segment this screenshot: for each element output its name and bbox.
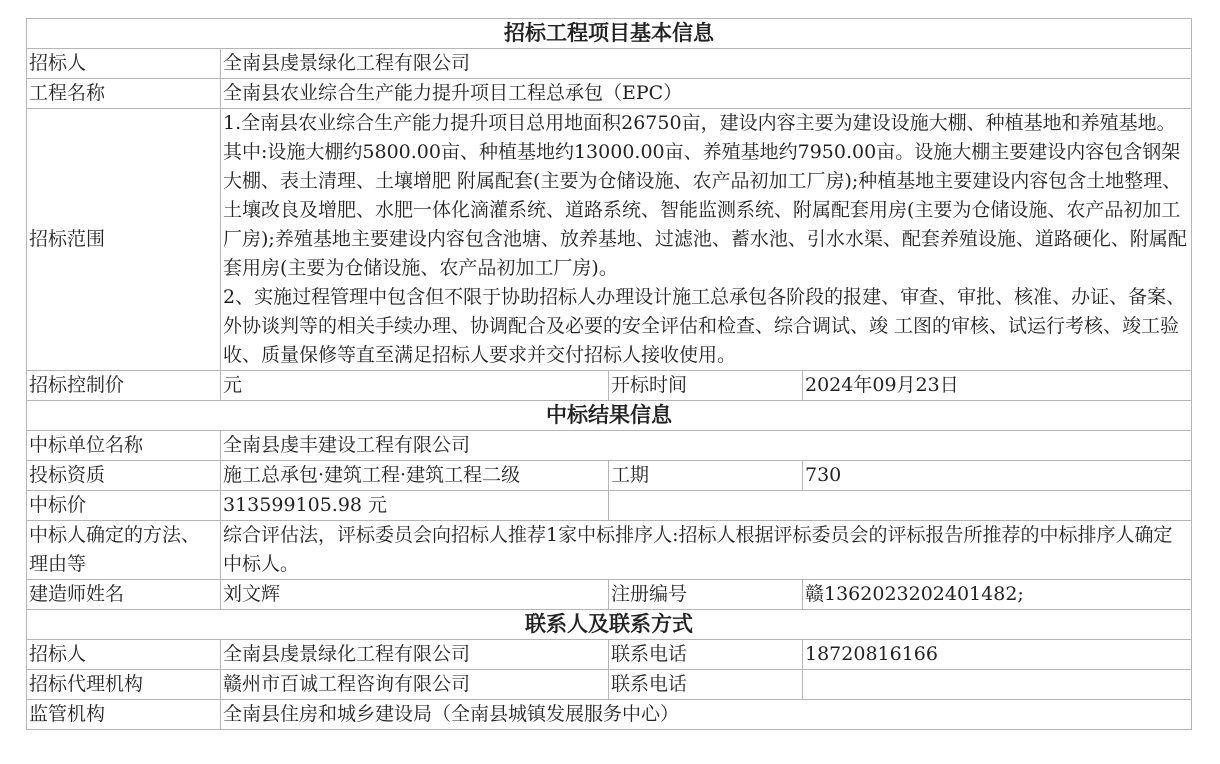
table-row xyxy=(27,521,1192,580)
table-row xyxy=(27,670,1192,700)
award-method-label: 中标人确定的方法、理由等 xyxy=(27,521,221,580)
registration-number-value: 赣1362023202401482; xyxy=(803,580,1192,610)
tenderer-label: 招标人 xyxy=(27,49,221,79)
award-method-value: 综合评估法，评标委员会向招标人推荐1家中标排序人:招标人根据评标委员会的评标报告所推荐的中标排序人确定中标人。 xyxy=(221,521,1192,580)
winner-label: 中标单位名称 xyxy=(27,431,221,461)
table-row xyxy=(27,461,1192,491)
contact-tenderer-label: 招标人 xyxy=(27,640,221,670)
winner-value: 全南县虔丰建设工程有限公司 xyxy=(221,431,1192,461)
empty-cell xyxy=(609,491,1192,521)
section-header-row xyxy=(27,401,1192,431)
builder-name-value: 刘文辉 xyxy=(221,580,609,610)
builder-name-label: 建造师姓名 xyxy=(27,580,221,610)
award-price-value: 313599105.98 元 xyxy=(221,491,609,521)
scope-paragraph-2: 2、实施过程管理中包含但不限于协助招标人办理设计施工总承包各阶段的报建、审查、审批、核准、办证、备案、外协谈判等的相关手续办理、协调配合及必要的安全评估和检查、综合调试、竣 工图的审核、试运行考核、竣工验收、质量保修等直至满足招标人要求并交付招标人接收使用。 xyxy=(223,286,1186,366)
table-row xyxy=(27,700,1192,730)
duration-value: 730 xyxy=(803,461,1192,491)
table-row xyxy=(27,431,1192,461)
contact-tenderer-value: 全南县虔景绿化工程有限公司 xyxy=(221,640,609,670)
project-name-label: 工程名称 xyxy=(27,79,221,109)
control-price-label: 招标控制价 xyxy=(27,371,221,401)
tender-info-table xyxy=(26,18,1192,730)
scope-paragraph-1: 1.全南县农业综合生产能力提升项目总用地面积26750亩，建设内容主要为建设设施大棚、种植基地和养殖基地。其中:设施大棚约5800.00亩、种植基地约13000.00亩、养殖基地约7950.00亩。设施大棚主要建设内容包含钢架大棚、表土清理、土壤增肥 附属配套(主要为仓储设施、农产品初加工厂房);种植基地主要建设内容包含土地整理、土壤改良及增肥、水肥一体化滴灌系统、道路系统、智能监测系统、附属配套用房(主要为仓储设施、农产品初加工厂房);养殖基地主要建设内容包含池塘、放养基地、过滤池、蓄水池、引水水渠、配套养殖设施、道路硬化、附属配套用房(主要为仓储设施、农产品初加工厂房)。 xyxy=(223,112,1187,279)
table-row xyxy=(27,371,1192,401)
section-title-basic-info: 招标工程项目基本信息 xyxy=(27,19,1192,49)
scope-value xyxy=(221,109,1192,371)
tenderer-phone-label: 联系电话 xyxy=(609,640,803,670)
qualification-value: 施工总承包·建筑工程·建筑工程二级 xyxy=(221,461,609,491)
agency-value: 赣州市百诚工程咨询有限公司 xyxy=(221,670,609,700)
table-row xyxy=(27,640,1192,670)
scope-label: 招标范围 xyxy=(27,109,221,371)
section-header-row xyxy=(27,610,1192,640)
section-header-row xyxy=(27,19,1192,49)
tenderer-value: 全南县虔景绿化工程有限公司 xyxy=(221,49,1192,79)
table-row xyxy=(27,79,1192,109)
section-title-award-result: 中标结果信息 xyxy=(27,401,1192,431)
control-price-value: 元 xyxy=(221,371,609,401)
tenderer-phone-value: 18720816166 xyxy=(803,640,1192,670)
project-name-value: 全南县农业综合生产能力提升项目工程总承包（EPC） xyxy=(221,79,1192,109)
agency-phone-label: 联系电话 xyxy=(609,670,803,700)
supervisor-value: 全南县住房和城乡建设局（全南县城镇发展服务中心） xyxy=(221,700,1192,730)
registration-number-label: 注册编号 xyxy=(609,580,803,610)
supervisor-label: 监管机构 xyxy=(27,700,221,730)
award-price-label: 中标价 xyxy=(27,491,221,521)
open-time-label: 开标时间 xyxy=(609,371,803,401)
open-time-value: 2024年09月23日 xyxy=(803,371,1192,401)
agency-label: 招标代理机构 xyxy=(27,670,221,700)
table-row xyxy=(27,49,1192,79)
table-row xyxy=(27,491,1192,521)
agency-phone-value xyxy=(803,670,1192,700)
duration-label: 工期 xyxy=(609,461,803,491)
table-row xyxy=(27,109,1192,371)
qualification-label: 投标资质 xyxy=(27,461,221,491)
table-row xyxy=(27,580,1192,610)
section-title-contacts: 联系人及联系方式 xyxy=(27,610,1192,640)
